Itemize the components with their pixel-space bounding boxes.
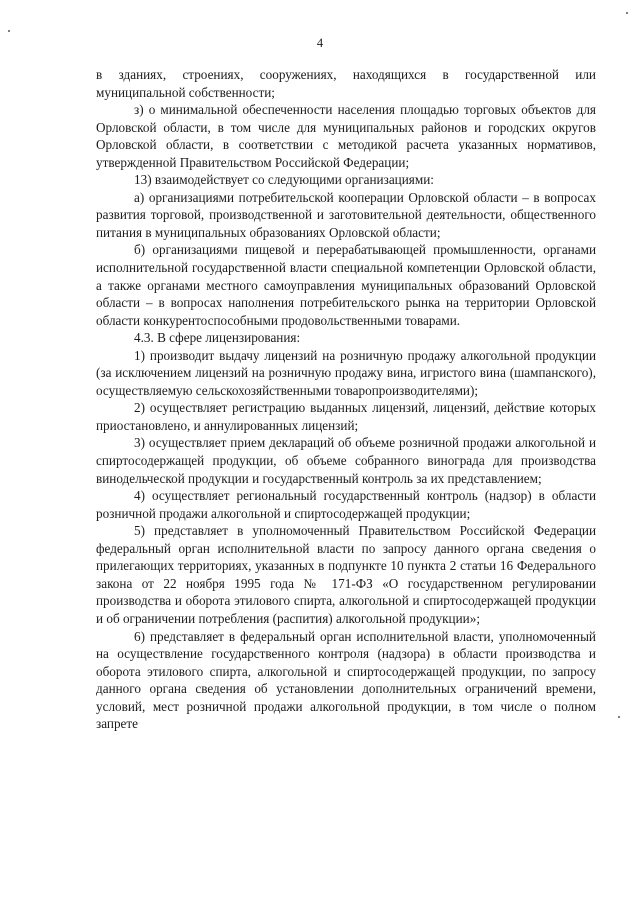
- document-body: [96, 66, 596, 733]
- scan-artifact-dot: [626, 12, 628, 14]
- paragraph: 13) взаимодействует со следующими организациями:: [134, 172, 434, 188]
- paragraph: а) организациями потребительской кооперации Орловской области – в вопросах развития торговой, производственной и заготовительной деятельности, общественного питания в муниципальных образованиях Орловской области;: [96, 189, 596, 240]
- paragraph: 2) осуществляет регистрацию выданных лицензий, лицензий, действие которых приостановлено, и аннулированных лицензий;: [96, 400, 596, 433]
- paragraph: 6) представляет в федеральный орган исполнительной власти, уполномоченный на осуществление государственного контроля (надзора) в области производства и оборота этилового спирта, алкогольной и спиртосодержащей продукции, по запросу данного органа сведения об установлении дополнительных ограничений времени, условий, мест розничной продажи алкогольной продукции, в том числе о полном запрете: [96, 628, 596, 732]
- scan-artifact-dot: [8, 30, 10, 32]
- paragraph: 4.3. В сфере лицензирования:: [134, 330, 301, 346]
- paragraph: 1) производит выдачу лицензий на розничную продажу алкогольной продукции (за исключением лицензий на розничную продажу вина, игристого вина (шампанского), осуществляемую сельскохозяйственными товаропроизводителями);: [96, 347, 596, 398]
- scan-artifact-dot: [618, 716, 620, 718]
- paragraph: б) организациями пищевой и перерабатывающей промышленности, органами исполнительной государственной власти специальной компетенции Орловской области, а также органами местного самоуправления муниципальных образований Орловской области – в вопросах наполнения потребительского рынка на территории Орловской области конкурентоспособными продовольственными товарами.: [96, 242, 596, 328]
- paragraph: в зданиях, строениях, сооружениях, находящихся в государственной или муниципальной собственности;: [96, 67, 596, 100]
- paragraph: 5) представляет в уполномоченный Правительством Российской Федерации федеральный орган исполнительной власти по запросу данного органа сведения о прилегающих территориях, указанных в подпункте 10 пункта 2 статьи 16 Федерального закона от 22 ноября 1995 года № 171-ФЗ «О государственном регулировании производства и оборота этилового спирта, алкогольной и спиртосодержащей продукции и об ограничении потребления (распития) алкогольной продукции»;: [96, 523, 596, 626]
- page-number: 4: [316, 36, 324, 50]
- paragraph: 3) осуществляет прием деклараций об объеме розничной продажи алкогольной и спиртосодержащей продукции, об объеме собранного винограда для производства винодельческой продукции и государственный контроль за их представлением;: [96, 435, 596, 486]
- paragraph: 4) осуществляет региональный государственный контроль (надзор) в области розничной продажи алкогольной и спиртосодержащей продукции;: [96, 488, 596, 521]
- paragraph: з) о минимальной обеспеченности населения площадью торговых объектов для Орловской области, в том числе для муниципальных районов и городских округов Орловской области, в соответствии с методикой расчета указанных нормативов, утвержденной Правительством Российской Федерации;: [96, 102, 596, 170]
